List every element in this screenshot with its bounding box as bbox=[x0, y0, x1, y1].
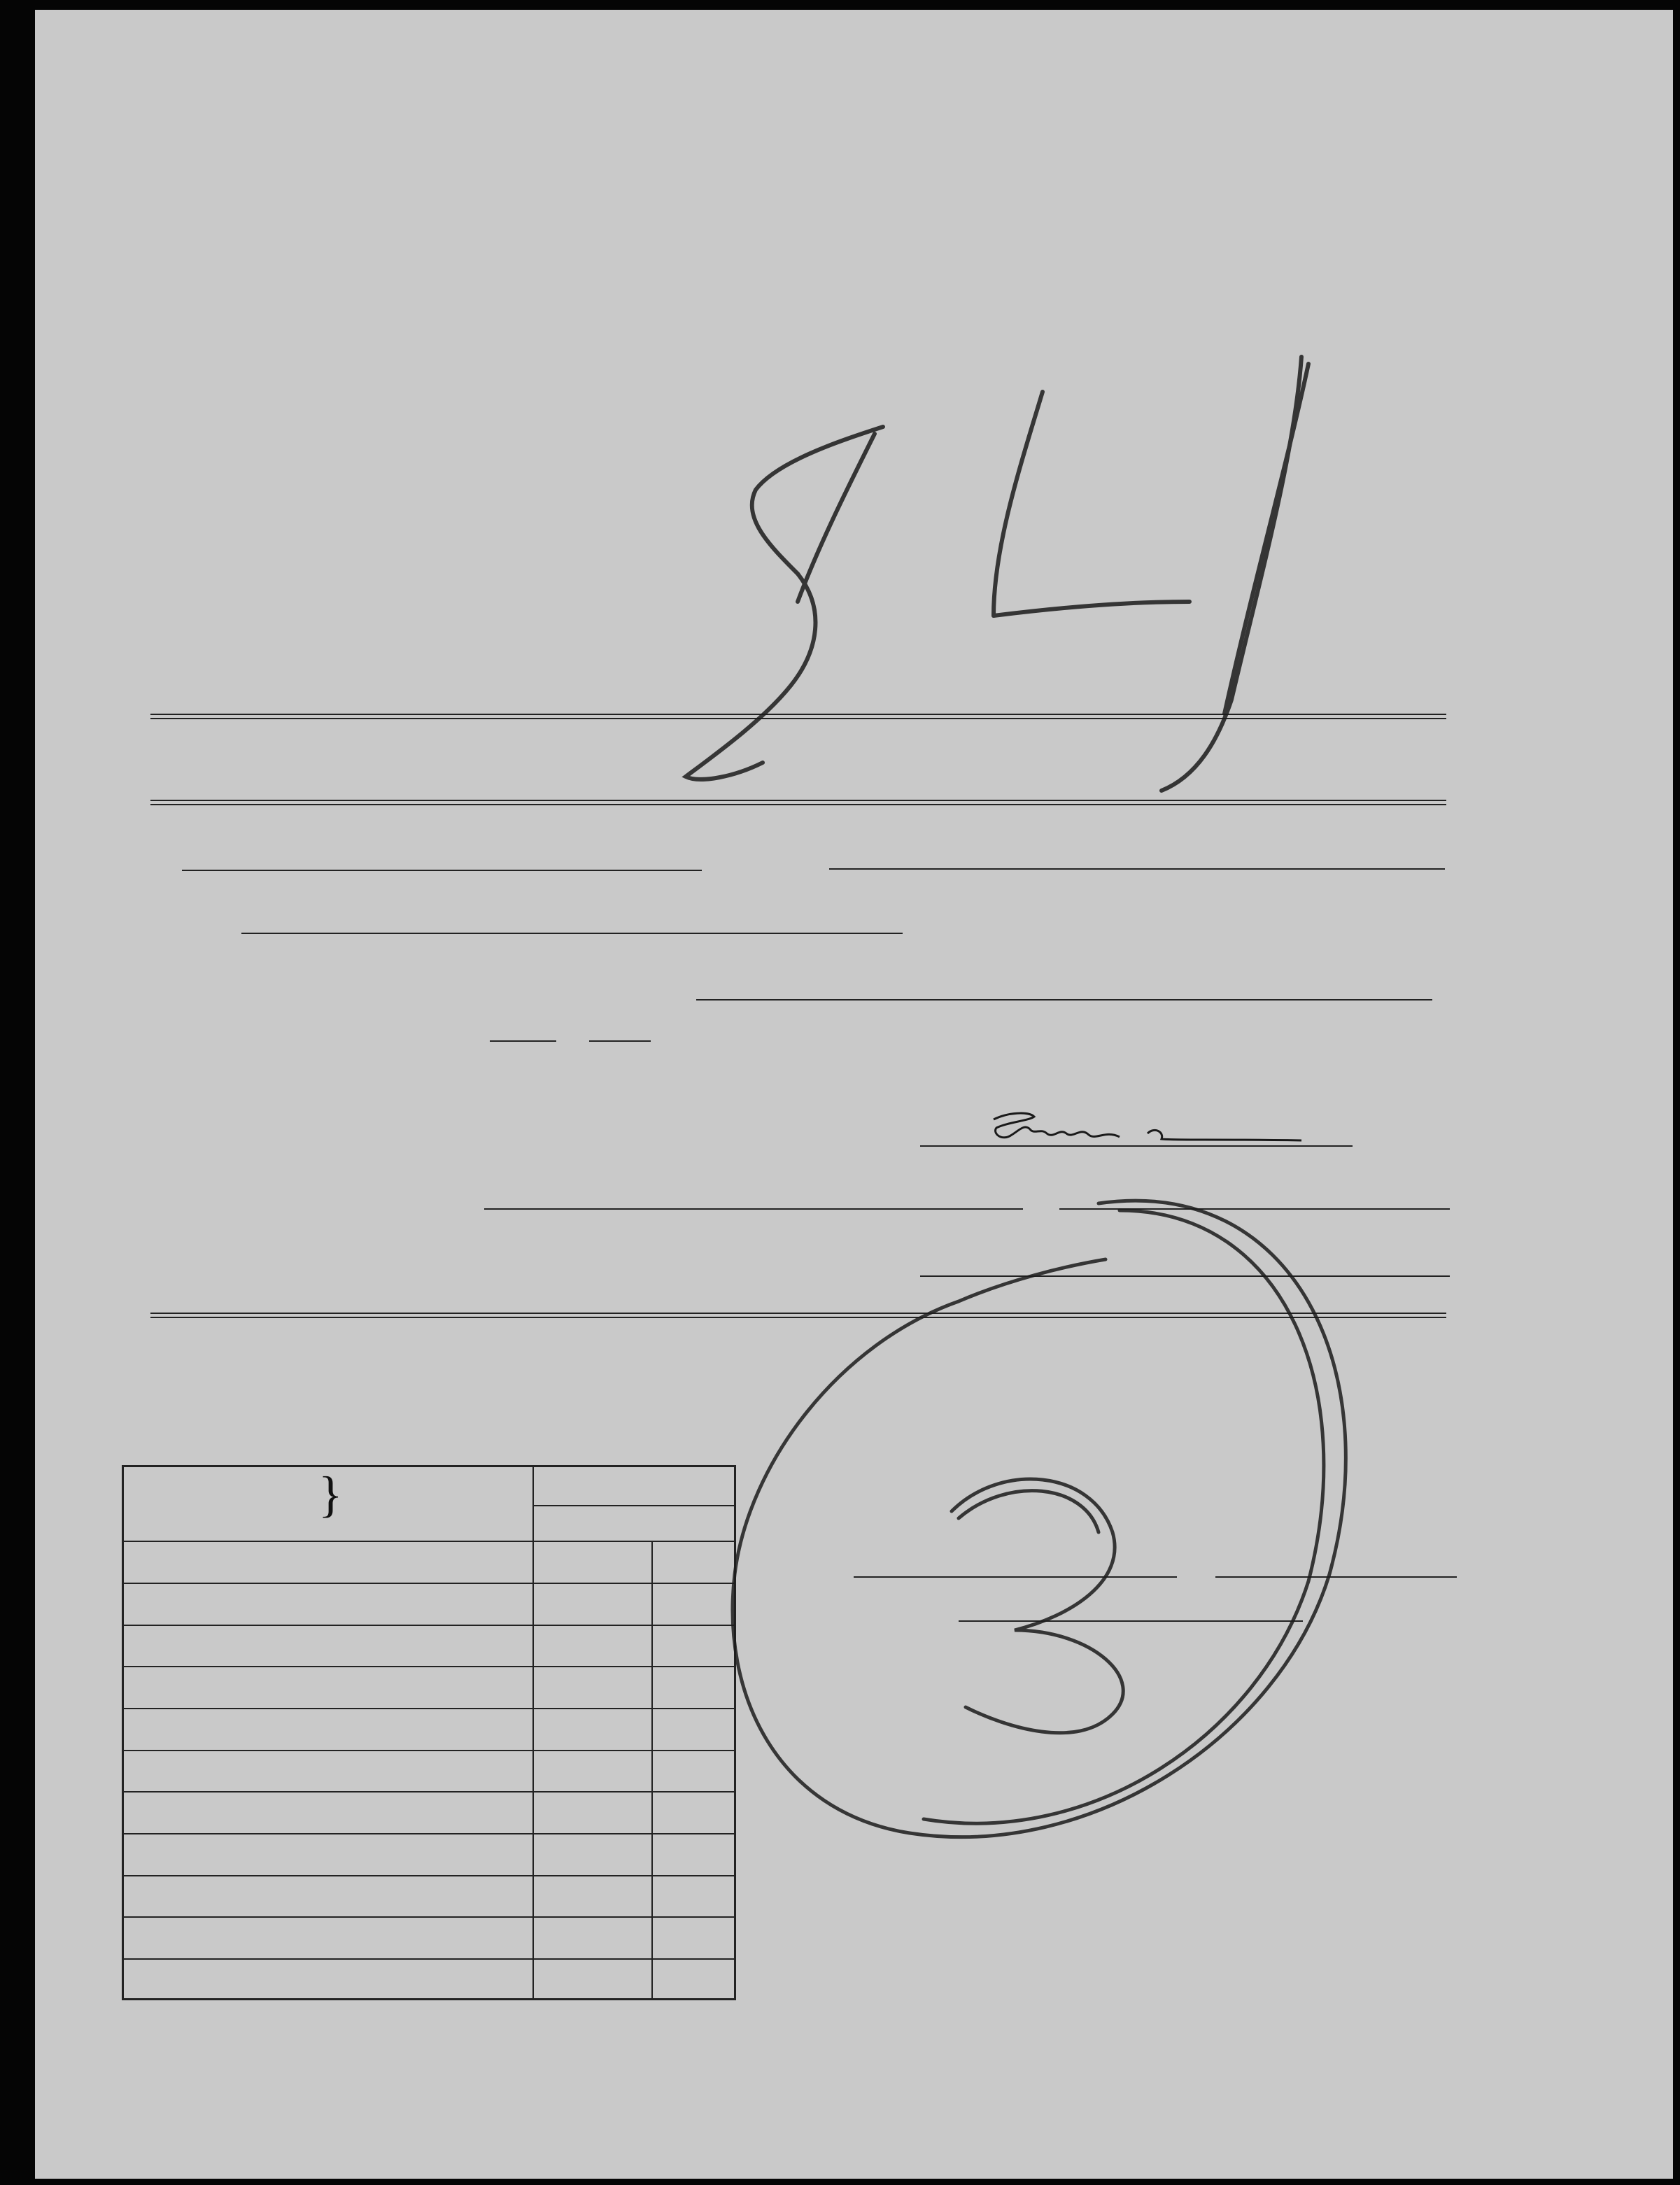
sworn-date-line[interactable] bbox=[1059, 1208, 1450, 1210]
deputy-signature-line[interactable] bbox=[959, 1620, 1303, 1622]
destination-line bbox=[241, 933, 903, 934]
embarkation-port-line[interactable] bbox=[696, 999, 1432, 1000]
section-divider bbox=[150, 714, 1446, 719]
section-divider bbox=[150, 800, 1446, 805]
passenger-summary-table bbox=[122, 1465, 736, 2000]
master-name-line bbox=[182, 870, 702, 871]
section-divider bbox=[150, 1313, 1446, 1318]
sheet-to-line bbox=[589, 1040, 651, 1042]
sheet-from-line bbox=[490, 1040, 556, 1042]
customhouse-line[interactable] bbox=[854, 1576, 1177, 1578]
officer-signature-line[interactable] bbox=[920, 1275, 1450, 1277]
vessel-line bbox=[829, 868, 1445, 870]
certification-date-line[interactable] bbox=[1215, 1576, 1457, 1578]
brace-icon: } bbox=[318, 1466, 343, 1522]
sworn-place-line[interactable] bbox=[484, 1208, 1023, 1210]
master-signature-line bbox=[920, 1145, 1353, 1147]
